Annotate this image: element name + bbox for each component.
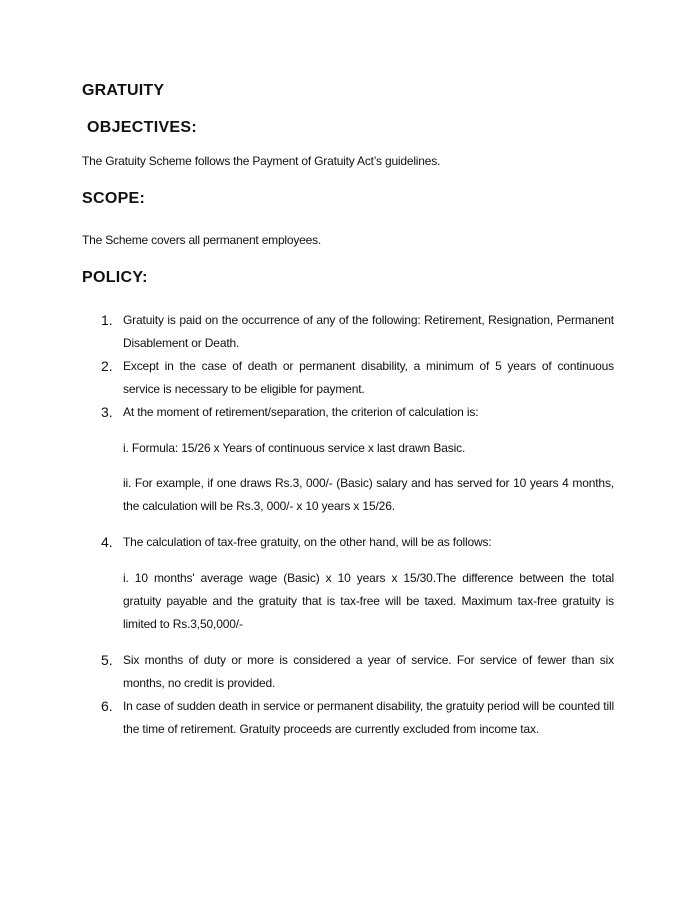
policy-item-text: At the moment of retirement/separation, the criterion of calculation is:	[123, 405, 479, 419]
policy-item-text: In case of sudden death in service or permanent disability, the gratuity period will be counted till the time of retirement. Gratuity proceeds are currently excluded from income tax.	[123, 699, 614, 736]
policy-item-number: 2.	[101, 358, 113, 374]
document-title: GRATUITY	[82, 82, 165, 99]
scope-heading: SCOPE:	[82, 190, 146, 207]
policy-item-5	[96, 649, 614, 695]
policy-item-3	[96, 401, 614, 518]
policy-subitem: i. 10 months' average wage (Basic) x 10 years x 15/30.The difference between the total gratuity payable and the gratuity that is tax-free will be taxed. Maximum tax-free gratuity is limited to Rs.3,50,000/-	[123, 571, 614, 631]
policy-item-1	[96, 309, 614, 355]
scope-text: The Scheme covers all permanent employees.	[82, 233, 322, 247]
policy-item-6	[96, 695, 614, 741]
policy-item-text: The calculation of tax-free gratuity, on the other hand, will be as follows:	[123, 535, 492, 549]
policy-item-2	[96, 355, 614, 401]
policy-subitem: ii. For example, if one draws Rs.3, 000/- (Basic) salary and has served for 10 years 4 months, the calculation will be Rs.3, 000/- x 10 years x 15/26.	[123, 476, 614, 513]
policy-item-number: 4.	[101, 534, 113, 550]
policy-subitem: i. Formula: 15/26 x Years of continuous service x last drawn Basic.	[123, 441, 466, 455]
policy-item-text: Six months of duty or more is considered a year of service. For service of fewer than six months, no credit is provided.	[123, 653, 614, 690]
policy-item-number: 3.	[101, 404, 113, 420]
policy-item-text: Gratuity is paid on the occurrence of any of the following: Retirement, Resignation, Permanent Disablement or Death.	[123, 313, 614, 350]
policy-item-number: 5.	[101, 652, 113, 668]
objectives-text: The Gratuity Scheme follows the Payment of Gratuity Act’s guidelines.	[82, 154, 441, 168]
objectives-heading: OBJECTIVES:	[87, 119, 197, 136]
policy-item-4	[96, 531, 614, 636]
policy-item-text: Except in the case of death or permanent disability, a minimum of 5 years of continuous service is necessary to be eligible for payment.	[123, 359, 614, 396]
policy-item-number: 6.	[101, 698, 113, 714]
policy-heading: POLICY:	[82, 269, 148, 286]
policy-item-number: 1.	[101, 312, 113, 328]
policy-list	[96, 309, 614, 741]
